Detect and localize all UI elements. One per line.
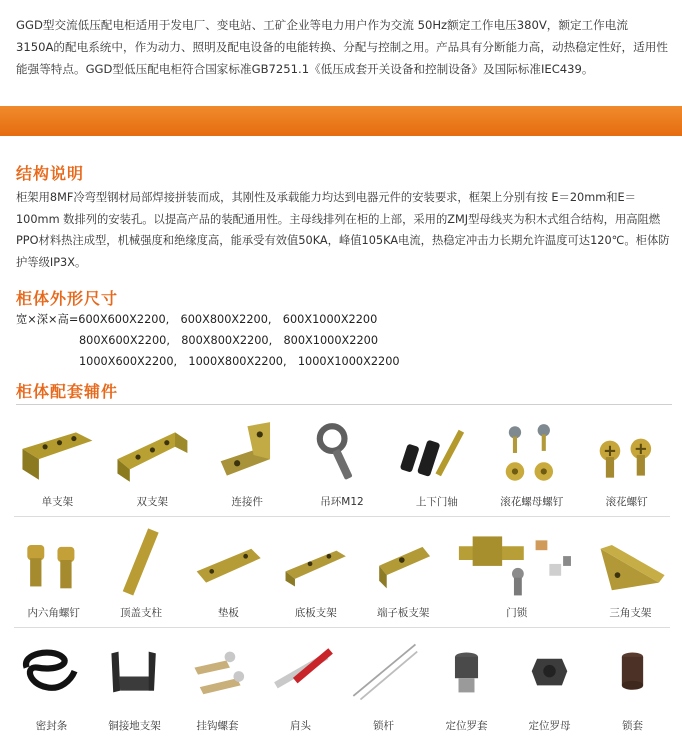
lock-rod-image [348,636,419,708]
accessory-shoulder-head [259,628,342,734]
accessory-sealing-strip [10,628,93,734]
orange-divider-band [0,106,682,136]
accessory-double-bracket [105,410,200,516]
dimensions-line-1: 宽×深×高=600X600X2200, 600X800X2200, 600X1000X2200 [16,313,378,326]
dimensions-list [16,309,400,372]
accessory-positioning-sleeve [425,628,508,734]
accessory-caption: 端子板支架 [376,607,430,619]
positioning-sleeve-image [431,636,502,708]
accessory-caption: 锁套 [622,720,643,732]
dimensions-line-2: 800X600X2200, 800X800X2200, 800X1000X2200 [79,334,379,347]
accessory-caption: 吊环M12 [320,496,364,508]
accessory-hex-socket-screw [10,517,97,627]
eye-bolt-image [301,418,384,490]
accessory-caption: 底板支架 [294,607,337,619]
knurled-nut-screw-image [490,418,573,490]
intro-paragraph: GGD型交流低压配电柜适用于发电厂、变电站、工矿企业等电力用户作为交流 50Hz额定工作电压380V，额定工作电流 3150A的配电系统中，作为动力、照明及配电设备的电能转换、分配与控制之用。产品具有分断能力高，动热稳定性好，适用性能强等特点。GGD型低压配电柜符合国家标准GB7251.1《低压成套开关设备和控制设备》及国际标准IEC439。 [16,18,668,76]
structure-heading: 结构说明 [16,164,85,183]
accessory-door-lock [447,517,587,627]
double-bracket-image [111,418,194,490]
shim-plate-image [191,525,266,597]
accessory-triangle-bracket [587,517,674,627]
accessory-knurled-screw [579,410,674,516]
accessory-caption: 门锁 [506,607,528,619]
accessory-door-hinge-shaft [389,410,484,516]
accessory-connector [200,410,295,516]
accessory-caption: 滚花螺母螺钉 [500,496,564,508]
accessory-single-bracket [10,410,105,516]
accessories-row-1 [10,410,674,516]
accessory-caption: 密封条 [35,720,68,732]
accessory-caption: 垫板 [217,607,239,619]
accessory-eye-bolt [295,410,390,516]
accessories-row-3 [10,628,674,734]
connector-image [206,418,289,490]
triangle-bracket-image [593,525,668,597]
dimensions-heading: 柜体外形尺寸 [16,289,119,308]
accessory-lock-rod [342,628,425,734]
accessory-caption: 挂钩螺套 [196,720,239,732]
accessory-caption: 上下门轴 [415,496,458,508]
shoulder-head-image [265,636,336,708]
knurled-screw-image [585,418,668,490]
sealing-strip-image [16,636,87,708]
accessories-grid [10,410,674,734]
positioning-nut-image [514,636,585,708]
accessory-caption: 单支架 [41,496,74,508]
accessory-caption: 定位罗套 [445,720,488,732]
accessory-caption: 连接件 [231,496,263,508]
accessory-bottom-plate-bracket [272,517,359,627]
accessory-hook-nut-sleeve [176,628,259,734]
accessory-caption: 三角支架 [609,607,652,619]
copper-ground-bracket-image [99,636,170,708]
door-hinge-shaft-image [395,418,478,490]
accessory-caption: 肩头 [290,720,311,732]
accessories-row-2 [10,517,674,627]
accessory-caption: 定位罗母 [528,720,571,732]
accessory-knurled-nut-screw [484,410,579,516]
hex-socket-screw-image [16,525,91,597]
accessories-heading: 柜体配套辅件 [16,382,119,401]
accessory-shim-plate [185,517,272,627]
accessory-caption: 锁杆 [373,720,394,732]
accessory-caption: 双支架 [136,496,169,508]
door-lock-image [453,525,581,597]
accessory-top-cover-pillar [97,517,184,627]
dimensions-line-3: 1000X600X2200, 1000X800X2200, 1000X1000X2200 [79,355,400,368]
hook-nut-sleeve-image [182,636,253,708]
top-cover-pillar-image [103,525,178,597]
accessories-rule [16,404,672,405]
accessory-positioning-nut [508,628,591,734]
single-bracket-image [16,418,99,490]
accessory-caption: 内六角螺钉 [27,607,80,619]
terminal-board-bracket-image [366,525,441,597]
bottom-plate-bracket-image [278,525,353,597]
accessory-caption: 顶盖支柱 [120,607,163,619]
accessory-caption: 铜接地支架 [108,720,161,732]
accessory-lock-sleeve [591,628,674,734]
accessory-copper-ground-bracket [93,628,176,734]
accessory-terminal-board-bracket [360,517,447,627]
lock-sleeve-image [597,636,668,708]
accessory-caption: 滚花螺钉 [605,496,648,508]
structure-paragraph: 柜架用8MF冷弯型钢材局部焊接拼装而成，其刚性及承载能力均达到电器元件的安装要求，框架上分别有按 E＝20mm和E＝100mm 数排列的安装孔。以提高产品的装配通用性。主母线排列在柜的上部，采用的ZMJ型母线夹为积木式组合结构，用高阻燃PPO材料热注成型，机械强度和绝缘度高，能承受有效值50KA，峰值105KA电流，热稳定冲击力长期允许温度可达120℃。柜体防护等级IP3X。 [16,191,670,269]
